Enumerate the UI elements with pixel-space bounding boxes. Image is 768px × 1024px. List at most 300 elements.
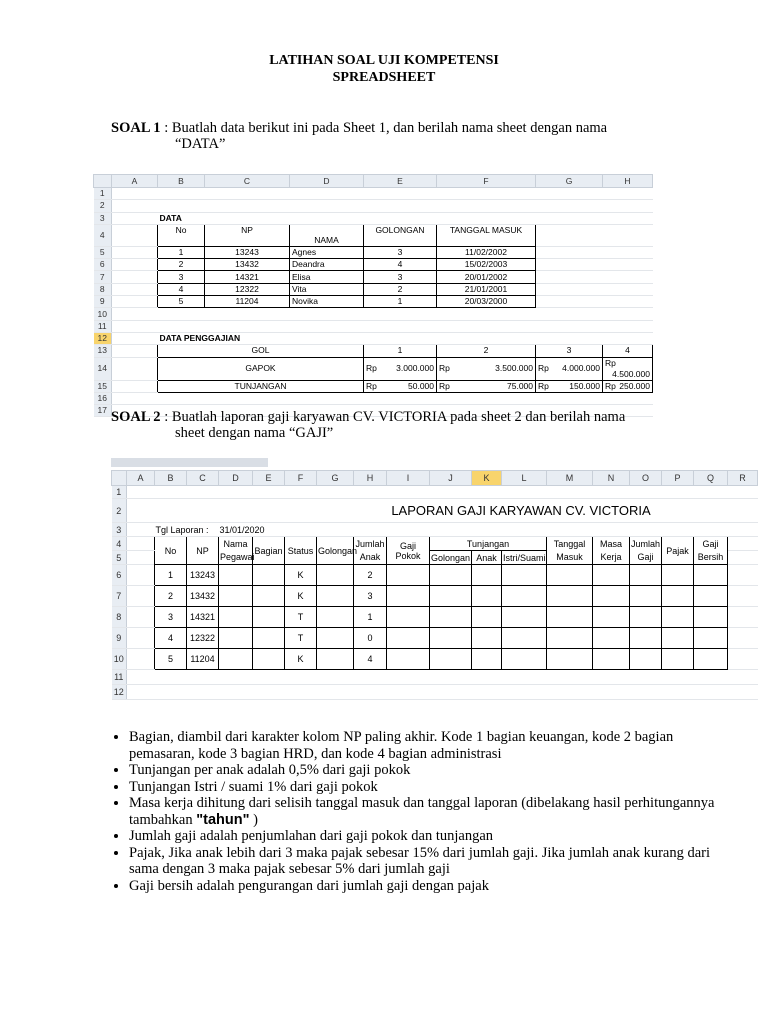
data-cell[interactable] [317, 607, 354, 628]
cell[interactable] [472, 685, 502, 700]
cell[interactable] [536, 212, 603, 224]
cell[interactable] [127, 607, 155, 628]
cell[interactable] [603, 320, 653, 332]
cell[interactable] [219, 486, 253, 499]
cell[interactable]: 13243 [205, 246, 290, 258]
data-cell[interactable] [317, 586, 354, 607]
cell[interactable] [437, 308, 536, 320]
column-header[interactable]: D [290, 175, 364, 188]
cell[interactable]: 15/02/2003 [437, 259, 536, 271]
data-cell[interactable] [502, 649, 547, 670]
cell[interactable] [253, 486, 285, 499]
data-cell[interactable] [317, 565, 354, 586]
data-cell[interactable] [317, 649, 354, 670]
data-cell[interactable] [253, 607, 285, 628]
cell[interactable]: 11/02/2002 [437, 246, 536, 258]
data-cell[interactable] [387, 607, 430, 628]
cell[interactable] [728, 685, 758, 700]
cell[interactable] [603, 188, 653, 200]
cell[interactable] [317, 670, 354, 685]
cell[interactable] [694, 486, 728, 499]
cell[interactable]: 2 [158, 259, 205, 271]
row-header[interactable]: 5 [94, 246, 112, 258]
data-cell[interactable] [387, 586, 430, 607]
data-cell[interactable]: K [285, 565, 317, 586]
cell[interactable] [290, 332, 364, 344]
cell[interactable] [547, 685, 593, 700]
data-cell[interactable]: 13432 [187, 586, 219, 607]
cell[interactable] [112, 246, 158, 258]
data-cell[interactable] [502, 628, 547, 649]
cell[interactable] [437, 392, 536, 404]
cell[interactable] [603, 283, 653, 295]
data-cell[interactable] [630, 649, 662, 670]
cell[interactable] [536, 246, 603, 258]
cell[interactable]: Agnes [290, 246, 364, 258]
row-header[interactable]: 9 [94, 296, 112, 308]
cell[interactable]: Novika [290, 296, 364, 308]
data-cell[interactable] [253, 586, 285, 607]
row-header[interactable]: 12 [94, 332, 112, 344]
cell[interactable] [127, 649, 155, 670]
column-header[interactable]: Q [694, 471, 728, 486]
cell[interactable] [728, 486, 758, 499]
cell[interactable]: Deandra [290, 259, 364, 271]
cell[interactable] [630, 670, 662, 685]
row-header[interactable]: 14 [94, 357, 112, 380]
cell[interactable] [603, 332, 653, 344]
data-cell[interactable]: 1 [354, 607, 387, 628]
data-cell[interactable] [593, 586, 630, 607]
cell[interactable] [158, 308, 205, 320]
cell[interactable]: 1 [364, 296, 437, 308]
cell[interactable] [354, 685, 387, 700]
data-cell[interactable] [472, 628, 502, 649]
data-cell[interactable] [430, 607, 472, 628]
data-cell[interactable]: 5 [155, 649, 187, 670]
cell[interactable] [290, 188, 364, 200]
column-header[interactable]: J [430, 471, 472, 486]
column-header[interactable]: L [502, 471, 547, 486]
data-cell[interactable] [547, 628, 593, 649]
column-header[interactable]: F [437, 175, 536, 188]
cell[interactable] [430, 486, 472, 499]
data-cell[interactable] [630, 607, 662, 628]
data-cell[interactable] [593, 565, 630, 586]
cell[interactable] [127, 670, 155, 685]
row-header[interactable]: 16 [94, 392, 112, 404]
cell[interactable] [155, 670, 187, 685]
cell[interactable] [112, 188, 158, 200]
cell[interactable] [728, 607, 758, 628]
cell[interactable] [472, 486, 502, 499]
row-header[interactable]: 8 [94, 283, 112, 295]
data-cell[interactable] [219, 628, 253, 649]
cell[interactable] [354, 486, 387, 499]
data-cell[interactable] [219, 586, 253, 607]
cell[interactable] [694, 523, 728, 537]
cell[interactable] [430, 685, 472, 700]
cell[interactable] [205, 212, 290, 224]
data-cell[interactable]: 2 [155, 586, 187, 607]
cell[interactable] [290, 320, 364, 332]
cell[interactable]: No [158, 224, 205, 246]
cell[interactable] [593, 523, 630, 537]
data-cell[interactable] [430, 586, 472, 607]
cell[interactable]: 1 [158, 246, 205, 258]
cell[interactable] [502, 670, 547, 685]
row-header[interactable]: 10 [94, 308, 112, 320]
cell[interactable] [127, 499, 155, 523]
row-header[interactable]: 1 [94, 188, 112, 200]
data-cell[interactable] [253, 565, 285, 586]
data-cell[interactable] [662, 586, 694, 607]
cell[interactable] [112, 345, 158, 357]
cell[interactable] [205, 392, 290, 404]
data-cell[interactable] [253, 649, 285, 670]
data-cell[interactable]: 12322 [187, 628, 219, 649]
cell[interactable] [728, 551, 758, 565]
cell[interactable] [112, 296, 158, 308]
cell[interactable] [127, 537, 155, 551]
cell[interactable] [187, 670, 219, 685]
cell[interactable] [536, 332, 603, 344]
cell[interactable] [354, 523, 387, 537]
column-header[interactable]: P [662, 471, 694, 486]
cell[interactable] [437, 188, 536, 200]
cell[interactable] [603, 212, 653, 224]
column-header[interactable]: I [387, 471, 430, 486]
cell[interactable] [502, 486, 547, 499]
data-cell[interactable]: 0 [354, 628, 387, 649]
column-header[interactable]: G [317, 471, 354, 486]
cell[interactable] [536, 392, 603, 404]
cell[interactable] [127, 486, 155, 499]
data-cell[interactable] [694, 607, 728, 628]
data-cell[interactable]: 3 [354, 586, 387, 607]
cell[interactable] [472, 523, 502, 537]
cell[interactable] [728, 586, 758, 607]
row-header[interactable]: 7 [112, 586, 127, 607]
row-header[interactable]: 1 [112, 486, 127, 499]
cell[interactable] [317, 523, 354, 537]
cell[interactable] [536, 259, 603, 271]
cell[interactable] [387, 685, 430, 700]
cell[interactable] [603, 200, 653, 212]
cell[interactable]: NP [205, 224, 290, 246]
row-header[interactable]: 2 [112, 499, 127, 523]
cell[interactable] [112, 283, 158, 295]
data-cell[interactable] [317, 628, 354, 649]
cell[interactable] [112, 320, 158, 332]
data-cell[interactable] [694, 586, 728, 607]
row-header[interactable]: 12 [112, 685, 127, 700]
data-cell[interactable] [502, 607, 547, 628]
cell[interactable] [158, 188, 205, 200]
cell[interactable] [603, 259, 653, 271]
data-cell[interactable]: 14321 [187, 607, 219, 628]
cell[interactable] [155, 486, 187, 499]
data-cell[interactable]: 2 [354, 565, 387, 586]
cell[interactable] [364, 320, 437, 332]
cell[interactable] [694, 670, 728, 685]
data-cell[interactable] [662, 628, 694, 649]
cell[interactable] [155, 499, 187, 523]
cell[interactable] [630, 486, 662, 499]
column-header[interactable]: E [364, 175, 437, 188]
data-cell[interactable] [387, 628, 430, 649]
cell[interactable] [364, 212, 437, 224]
row-header[interactable]: 9 [112, 628, 127, 649]
cell[interactable] [662, 685, 694, 700]
cell[interactable]: 21/01/2001 [437, 283, 536, 295]
column-header[interactable]: B [158, 175, 205, 188]
data-cell[interactable]: T [285, 628, 317, 649]
data-cell[interactable] [694, 628, 728, 649]
cell[interactable] [112, 224, 158, 246]
data-cell[interactable] [472, 649, 502, 670]
data-cell[interactable] [502, 565, 547, 586]
column-header[interactable]: D [219, 471, 253, 486]
data-cell[interactable] [472, 607, 502, 628]
data-cell[interactable]: K [285, 586, 317, 607]
row-header[interactable]: 6 [112, 565, 127, 586]
cell[interactable] [437, 212, 536, 224]
cell[interactable] [112, 259, 158, 271]
cell[interactable] [603, 296, 653, 308]
cell[interactable]: 12322 [205, 283, 290, 295]
cell[interactable] [662, 523, 694, 537]
cell[interactable] [593, 670, 630, 685]
column-header[interactable]: A [112, 175, 158, 188]
row-header[interactable]: 8 [112, 607, 127, 628]
row-header[interactable]: 17 [94, 405, 112, 417]
cell[interactable]: 11204 [205, 296, 290, 308]
cell[interactable] [536, 296, 603, 308]
data-cell[interactable] [694, 649, 728, 670]
cell[interactable] [158, 392, 205, 404]
cell[interactable] [437, 332, 536, 344]
cell[interactable] [112, 392, 158, 404]
row-header[interactable]: 4 [112, 537, 127, 551]
cell[interactable]: Vita [290, 283, 364, 295]
data-cell[interactable] [219, 565, 253, 586]
data-cell[interactable]: 4 [155, 628, 187, 649]
cell[interactable] [205, 200, 290, 212]
data-cell[interactable] [253, 628, 285, 649]
cell[interactable] [593, 486, 630, 499]
cell[interactable] [205, 308, 290, 320]
cell[interactable] [728, 649, 758, 670]
data-cell[interactable] [593, 607, 630, 628]
data-cell[interactable]: T [285, 607, 317, 628]
cell[interactable] [112, 212, 158, 224]
cell[interactable] [290, 392, 364, 404]
cell[interactable] [187, 685, 219, 700]
cell[interactable]: GOLONGAN [364, 224, 437, 246]
cell[interactable] [728, 628, 758, 649]
data-cell[interactable] [547, 565, 593, 586]
cell[interactable]: Elisa [290, 271, 364, 283]
data-cell[interactable] [630, 586, 662, 607]
cell[interactable] [364, 200, 437, 212]
cell[interactable] [603, 392, 653, 404]
data-cell[interactable] [430, 628, 472, 649]
column-header[interactable]: C [205, 175, 290, 188]
data-cell[interactable] [662, 565, 694, 586]
cell[interactable] [187, 486, 219, 499]
column-header[interactable] [94, 175, 112, 188]
column-header[interactable]: O [630, 471, 662, 486]
data-cell[interactable] [219, 649, 253, 670]
data-cell[interactable]: K [285, 649, 317, 670]
cell[interactable] [112, 380, 158, 392]
column-header[interactable]: F [285, 471, 317, 486]
cell[interactable] [205, 188, 290, 200]
column-header[interactable]: M [547, 471, 593, 486]
data-cell[interactable]: 4 [354, 649, 387, 670]
data-cell[interactable]: 13243 [187, 565, 219, 586]
data-cell[interactable] [694, 565, 728, 586]
cell[interactable] [536, 320, 603, 332]
cell[interactable]: DATA [158, 212, 205, 224]
cell[interactable] [253, 499, 285, 523]
column-header[interactable]: H [354, 471, 387, 486]
data-cell[interactable] [593, 628, 630, 649]
cell[interactable] [502, 685, 547, 700]
cell[interactable] [253, 685, 285, 700]
row-header[interactable]: 13 [94, 345, 112, 357]
column-header[interactable]: A [127, 471, 155, 486]
row-header[interactable]: 4 [94, 224, 112, 246]
column-header[interactable]: K [472, 471, 502, 486]
cell[interactable]: 20/03/2000 [437, 296, 536, 308]
cell[interactable] [285, 486, 317, 499]
data-cell[interactable] [502, 586, 547, 607]
cell[interactable]: 3 [364, 246, 437, 258]
cell[interactable] [603, 308, 653, 320]
cell[interactable] [364, 308, 437, 320]
cell[interactable] [112, 357, 158, 380]
cell[interactable]: 3 [158, 271, 205, 283]
cell[interactable] [127, 685, 155, 700]
cell[interactable] [290, 308, 364, 320]
row-header[interactable]: 15 [94, 380, 112, 392]
cell[interactable] [127, 551, 155, 565]
column-header[interactable]: B [155, 471, 187, 486]
cell[interactable] [364, 392, 437, 404]
cell[interactable] [387, 670, 430, 685]
cell[interactable] [603, 224, 653, 246]
cell[interactable] [502, 523, 547, 537]
cell[interactable] [219, 499, 253, 523]
cell[interactable] [603, 271, 653, 283]
cell[interactable] [127, 565, 155, 586]
cell[interactable] [430, 670, 472, 685]
data-cell[interactable]: 1 [155, 565, 187, 586]
column-header[interactable]: N [593, 471, 630, 486]
column-header[interactable] [112, 471, 127, 486]
cell[interactable] [536, 308, 603, 320]
cell[interactable] [364, 188, 437, 200]
data-cell[interactable] [630, 628, 662, 649]
cell[interactable]: 14321 [205, 271, 290, 283]
cell[interactable] [728, 537, 758, 551]
data-cell[interactable] [387, 649, 430, 670]
cell[interactable] [430, 523, 472, 537]
data-cell[interactable] [430, 649, 472, 670]
data-cell[interactable] [662, 649, 694, 670]
cell[interactable] [387, 486, 430, 499]
data-cell[interactable] [472, 565, 502, 586]
row-header[interactable]: 11 [94, 320, 112, 332]
cell[interactable] [285, 523, 317, 537]
cell[interactable] [127, 628, 155, 649]
row-header[interactable]: 5 [112, 551, 127, 565]
cell[interactable] [728, 523, 758, 537]
data-cell[interactable] [547, 586, 593, 607]
cell[interactable]: TANGGAL MASUK [437, 224, 536, 246]
column-header[interactable]: G [536, 175, 603, 188]
row-header[interactable]: 11 [112, 670, 127, 685]
cell[interactable] [536, 271, 603, 283]
cell[interactable] [536, 188, 603, 200]
cell[interactable]: 4 [364, 259, 437, 271]
cell[interactable] [603, 246, 653, 258]
data-cell[interactable] [630, 565, 662, 586]
cell[interactable] [387, 523, 430, 537]
column-header[interactable]: H [603, 175, 653, 188]
row-header[interactable]: 6 [94, 259, 112, 271]
cell[interactable] [728, 670, 758, 685]
cell[interactable]: 5 [158, 296, 205, 308]
data-cell[interactable] [472, 586, 502, 607]
cell[interactable] [630, 685, 662, 700]
cell[interactable] [112, 308, 158, 320]
cell[interactable] [290, 212, 364, 224]
cell[interactable] [285, 685, 317, 700]
column-header[interactable]: R [728, 471, 758, 486]
row-header[interactable]: 3 [94, 212, 112, 224]
cell[interactable] [547, 670, 593, 685]
cell[interactable]: 20/01/2002 [437, 271, 536, 283]
data-cell[interactable]: 3 [155, 607, 187, 628]
column-header[interactable]: C [187, 471, 219, 486]
cell[interactable] [253, 670, 285, 685]
cell[interactable] [547, 523, 593, 537]
cell[interactable] [593, 685, 630, 700]
cell[interactable] [158, 320, 205, 332]
cell[interactable] [437, 200, 536, 212]
cell[interactable]: 3 [364, 271, 437, 283]
cell[interactable] [127, 523, 155, 537]
row-header[interactable]: 2 [94, 200, 112, 212]
cell[interactable] [437, 320, 536, 332]
cell[interactable] [127, 586, 155, 607]
cell[interactable] [155, 685, 187, 700]
cell[interactable] [112, 332, 158, 344]
cell[interactable] [354, 670, 387, 685]
cell[interactable] [290, 200, 364, 212]
cell[interactable] [364, 332, 437, 344]
cell[interactable] [219, 670, 253, 685]
data-cell[interactable] [593, 649, 630, 670]
column-header[interactable]: E [253, 471, 285, 486]
cell[interactable] [536, 224, 603, 246]
cell[interactable]: 4 [158, 283, 205, 295]
cell[interactable] [536, 283, 603, 295]
data-cell[interactable] [219, 607, 253, 628]
